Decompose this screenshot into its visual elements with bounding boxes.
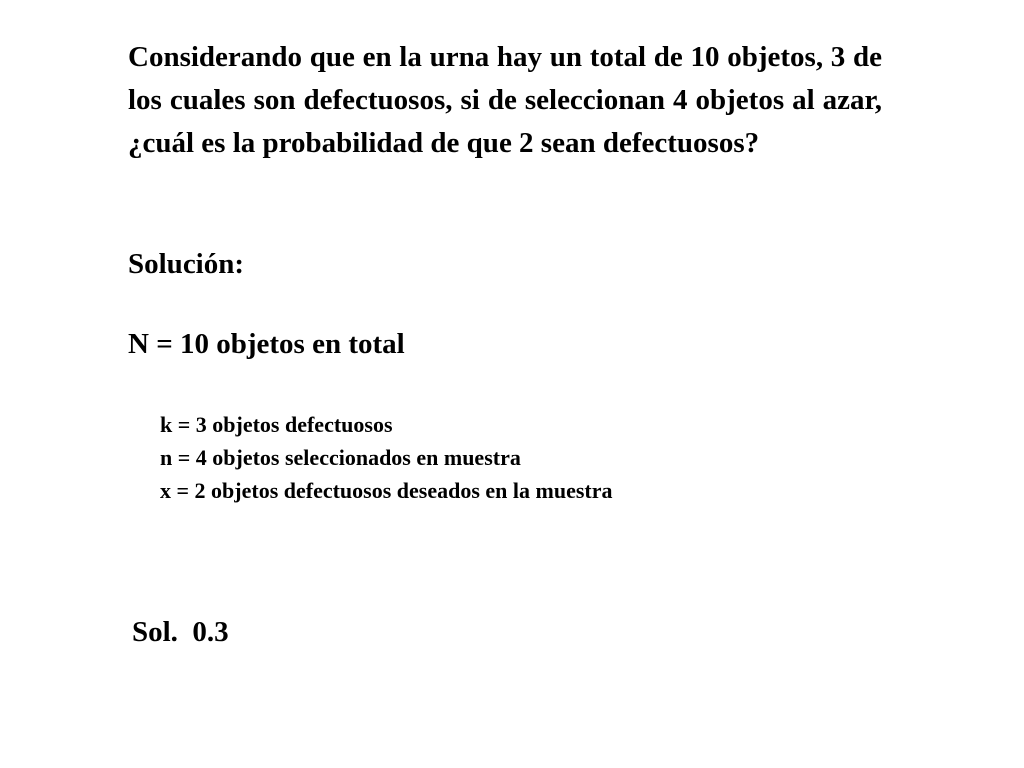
variable-n: n = 4 objetos seleccionados en muestra [160,445,521,470]
problem-statement: Considerando que en la urna hay un total de 10 objetos, 3 de los cuales son defectuosos, si de seleccionan 4 objetos al azar, ¿cuál es la probabilidad de que 2 sean defectuosos? [128,41,882,159]
variables-list [160,408,658,507]
solution-heading: Solución: [128,248,245,280]
variable-x: x = 2 objetos defectuosos deseados en la muestra [160,478,613,503]
total-objects-line: N = 10 objetos en total [128,328,405,360]
variable-k: k = 3 objetos defectuosos [160,412,393,437]
answer-line: Sol. 0.3 [132,616,229,648]
